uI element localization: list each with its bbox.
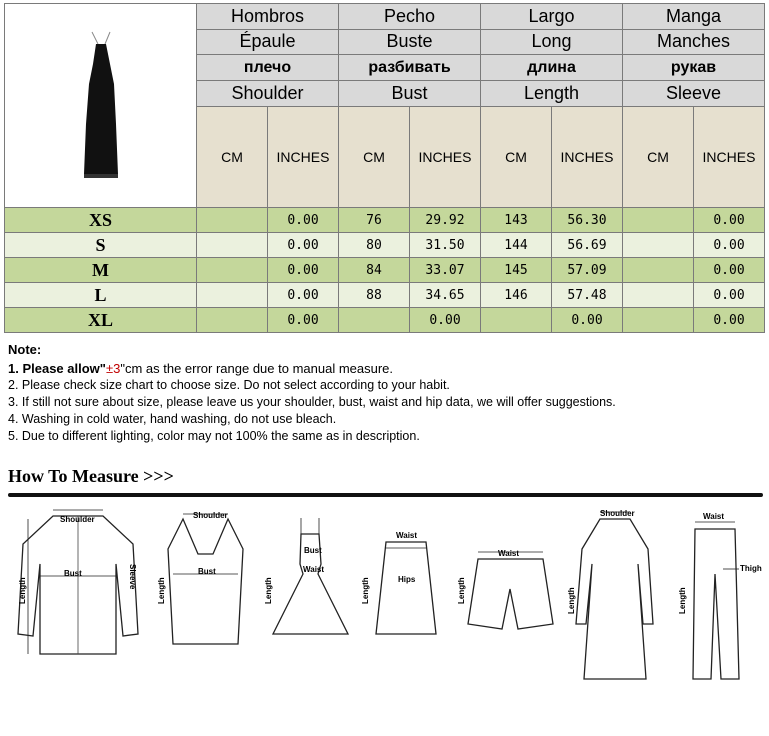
measure-illustrations (8, 504, 763, 694)
label-bust: Bust (198, 567, 216, 576)
note-first-rest: "cm as the error range due to manual measure. (120, 361, 394, 376)
table-cell: 0.00 (694, 308, 765, 333)
table-cell (623, 233, 694, 258)
header-fr-sleeve: Manches (623, 29, 765, 55)
table-cell: 146 (481, 283, 552, 308)
table-cell: 31.50 (410, 233, 481, 258)
table-cell: 57.09 (552, 258, 623, 283)
table-cell: 0.00 (694, 208, 765, 233)
table-cell (623, 208, 694, 233)
divider (8, 493, 763, 497)
table-row (5, 208, 765, 233)
header-es-shoulder: Hombros (197, 4, 339, 30)
header-ru-bust: разбивать (339, 55, 481, 81)
table-cell: 0.00 (694, 283, 765, 308)
label-waist: Waist (703, 512, 725, 521)
table-cell: 0.00 (268, 258, 339, 283)
table-cell (623, 258, 694, 283)
shorts-diagram-icon (458, 504, 558, 694)
size-label: XS (5, 208, 197, 233)
table-cell (197, 233, 268, 258)
label-length: Length (18, 577, 27, 604)
unit-cell: CM (197, 106, 268, 208)
label-length: Length (264, 577, 273, 604)
note-first-bold: 1. Please allow" (8, 361, 106, 376)
table-cell: 84 (339, 258, 410, 283)
header-en-sleeve: Sleeve (623, 80, 765, 106)
label-length: Length (361, 577, 370, 604)
header-fr-length: Long (481, 29, 623, 55)
table-cell: 0.00 (268, 208, 339, 233)
table-cell: 57.48 (552, 283, 623, 308)
table-cell: 0.00 (694, 233, 765, 258)
table-cell: 0.00 (268, 233, 339, 258)
note-item: 3. If still not sure about size, please leave us your shoulder, bust, waist and hip data, we will offer suggestions. (8, 395, 616, 409)
note-item: 5. Due to different lighting, color may not 100% the same as in description. (8, 429, 420, 443)
label-sleeve: Sleeve (128, 564, 137, 590)
table-cell: 80 (339, 233, 410, 258)
size-label: M (5, 258, 197, 283)
table-cell (623, 308, 694, 333)
table-cell: 144 (481, 233, 552, 258)
table-row (5, 258, 765, 283)
unit-cell: CM (339, 106, 410, 208)
table-row (5, 283, 765, 308)
label-waist: Waist (303, 565, 325, 574)
table-row (5, 308, 765, 333)
table-cell: 0.00 (694, 258, 765, 283)
label-waist: Waist (396, 531, 418, 540)
table-cell: 56.69 (552, 233, 623, 258)
notes-section (8, 341, 763, 445)
header-fr-bust: Buste (339, 29, 481, 55)
note-item: 4. Washing in cold water, hand washing, do not use bleach. (8, 412, 337, 426)
header-ru-length: длина (481, 55, 623, 81)
table-cell: 34.65 (410, 283, 481, 308)
label-thigh: Thigh (740, 564, 762, 573)
table-cell: 56.30 (552, 208, 623, 233)
how-to-measure-header (8, 466, 763, 487)
table-cell: 0.00 (268, 283, 339, 308)
table-row (5, 233, 765, 258)
label-waist: Waist (498, 549, 520, 558)
note-first-tolerance: ±3 (105, 361, 121, 376)
header-en-shoulder: Shoulder (197, 80, 339, 106)
table-cell: 0.00 (410, 308, 481, 333)
table-cell (197, 308, 268, 333)
size-label: XL (5, 308, 197, 333)
table-cell (197, 258, 268, 283)
label-length: Length (678, 587, 687, 614)
table-cell: 88 (339, 283, 410, 308)
unit-cell: INCHES (410, 106, 481, 208)
note-item: 2. Please check size chart to choose size. Do not select according to your habit. (8, 378, 450, 392)
label-bust: Bust (304, 546, 322, 555)
size-label: L (5, 283, 197, 308)
label-bust: Bust (64, 569, 82, 578)
unit-cell: INCHES (552, 106, 623, 208)
table-cell: 33.07 (410, 258, 481, 283)
header-es-bust: Pecho (339, 4, 481, 30)
header-en-bust: Bust (339, 80, 481, 106)
header-en-length: Length (481, 80, 623, 106)
note-item (8, 360, 763, 377)
coat-diagram-icon (568, 504, 663, 694)
header-es-sleeve: Manga (623, 4, 765, 30)
label-shoulder: Shoulder (60, 515, 95, 524)
table-cell: 0.00 (552, 308, 623, 333)
dress-diagram-icon (263, 504, 358, 694)
header-es-length: Largo (481, 4, 623, 30)
table-cell: 76 (339, 208, 410, 233)
table-cell (481, 308, 552, 333)
unit-cell: CM (623, 106, 694, 208)
unit-cell: INCHES (694, 106, 765, 208)
table-cell: 0.00 (268, 308, 339, 333)
tank-diagram-icon (158, 504, 253, 694)
pants-diagram-icon (673, 504, 763, 694)
table-cell: 29.92 (410, 208, 481, 233)
header-ru-sleeve: рукав (623, 55, 765, 81)
size-label: S (5, 233, 197, 258)
unit-cell: INCHES (268, 106, 339, 208)
table-cell: 143 (481, 208, 552, 233)
label-length: Length (457, 577, 466, 604)
label-shoulder: Shoulder (193, 511, 228, 520)
arrows-icon: >>> (143, 466, 174, 486)
skirt-diagram-icon (358, 504, 448, 694)
label-shoulder: Shoulder (600, 509, 635, 518)
header-ru-shoulder: плечо (197, 55, 339, 81)
table-cell: 145 (481, 258, 552, 283)
product-photo (5, 4, 197, 208)
label-length: Length (567, 587, 576, 614)
table-cell (197, 208, 268, 233)
label-length: Length (157, 577, 166, 604)
label-hips: Hips (398, 575, 416, 584)
unit-cell: CM (481, 106, 552, 208)
table-cell (339, 308, 410, 333)
table-cell (197, 283, 268, 308)
notes-title: Note: (8, 342, 42, 357)
how-to-measure-title: How To Measure (8, 466, 139, 486)
blouse-diagram-icon (8, 504, 148, 694)
size-chart-table (4, 3, 765, 333)
table-cell (623, 283, 694, 308)
header-fr-shoulder: Épaule (197, 29, 339, 55)
